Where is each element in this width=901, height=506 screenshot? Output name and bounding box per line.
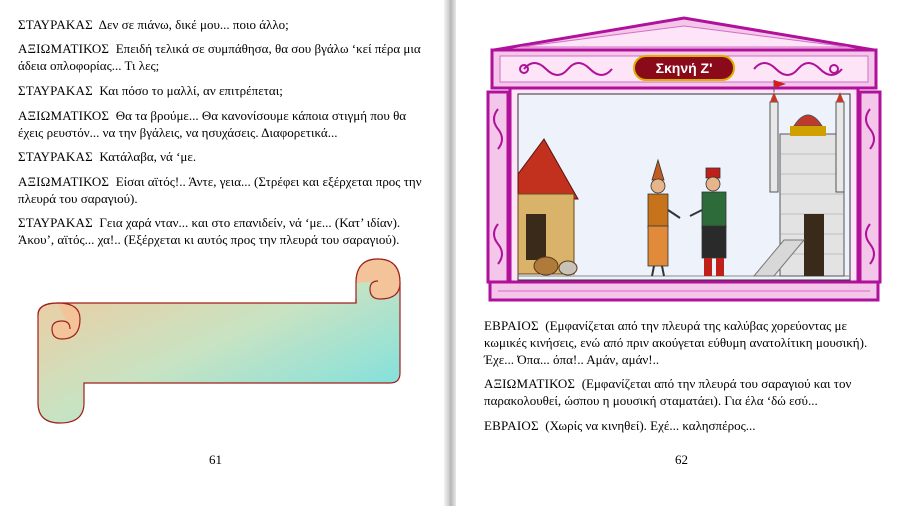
dialogue-text: (Εμφανίζεται από την πλευρά του σαραγιού και τον παρακολουθεί, ώσπου η μουσική σταματάει). Για έλα ‘δώ εσύ... (484, 376, 852, 408)
speaker-name: ΑΞΙΩΜΑΤΙΚΟΣ (18, 174, 110, 189)
speaker-name: ΕΒΡΑΙΟΣ (484, 318, 539, 333)
speaker-name: ΣΤΑΥΡΑΚΑΣ (18, 149, 93, 164)
dialogue-line (484, 375, 889, 409)
dialogue-line (18, 16, 423, 33)
dialogue-text: Θα τα βρούμε... Θα κανονίσουμε κάποια στιγμή που θα έχεις ρευστόν... να την βγάλεις, να ησυχάσεις. Διαφορετικά... (18, 108, 407, 140)
dialogue-text: Κατάλαβα, νά ‘με. (99, 149, 197, 164)
dialogue-text: Επειδή τελικά σε συμπάθησα, θα σου βγάλω ‘κεί πέρα μια άδεια οπλοφορίας... Τι λες; (18, 41, 421, 73)
speaker-name: ΑΞΙΩΜΑΤΙΚΟΣ (18, 41, 110, 56)
speaker-name: ΣΤΑΥΡΑΚΑΣ (18, 215, 93, 230)
book-gutter (444, 0, 456, 506)
dialogue-line (18, 107, 423, 141)
dialogue-text: Είσαι αϊτός!.. Άντε, γεια... (Στρέφει και εξέρχεται προς την πλευρά του σαραγιού). (18, 174, 422, 206)
scroll-banner (34, 255, 414, 430)
dialogue-line (18, 40, 423, 74)
dialogue-text: Και πόσο το μαλλί, αν επιτρέπεται; (99, 83, 283, 98)
dialogue-text: Γεια χαρά νταν... και στο επανιδείν, νά ‘με... (Κατ’ ιδίαν). Άκου’, αϊτός... χα!.. (Εξέρχεται κι αυτός προς την πλευρά του σαραγιού). (18, 215, 401, 247)
left-page (0, 0, 444, 506)
dialogue-line (484, 417, 889, 434)
dialogue-text: (Χωρίς να κινηθεί). Εχέ... καλησπέρος... (545, 418, 756, 433)
dialogue-line (18, 82, 423, 99)
dialogue-text: (Εμφανίζεται από την πλευρά της καλύβας χορεύοντας με κωμικές κινήσεις, ενώ από πριν ακούγεται εύθυμη ανατολίτικη μουσική). Έχε... Όπα... όπα!.. Αμάν, αμάν!.. (484, 318, 868, 367)
speaker-name: ΣΤΑΥΡΑΚΑΣ (18, 17, 93, 32)
dialogue-line (18, 173, 423, 207)
dialogue-line (484, 317, 889, 368)
dialogue-text: Δεν σε πιάνω, δικέ μου... ποιο άλλο; (98, 17, 289, 32)
dialogue-line (18, 214, 423, 248)
page-number: 62 (675, 452, 688, 467)
speaker-name: ΑΞΙΩΜΑΤΙΚΟΣ (18, 108, 110, 123)
speaker-name: ΑΞΙΩΜΑΤΙΚΟΣ (484, 376, 576, 391)
speaker-name: ΕΒΡΑΙΟΣ (484, 418, 539, 433)
scene-title: Σκηνή Ζ' (655, 60, 713, 76)
right-page (456, 0, 901, 506)
dialogue-line (18, 148, 423, 165)
page-number: 61 (209, 452, 222, 467)
speaker-name: ΣΤΑΥΡΑΚΑΣ (18, 83, 93, 98)
